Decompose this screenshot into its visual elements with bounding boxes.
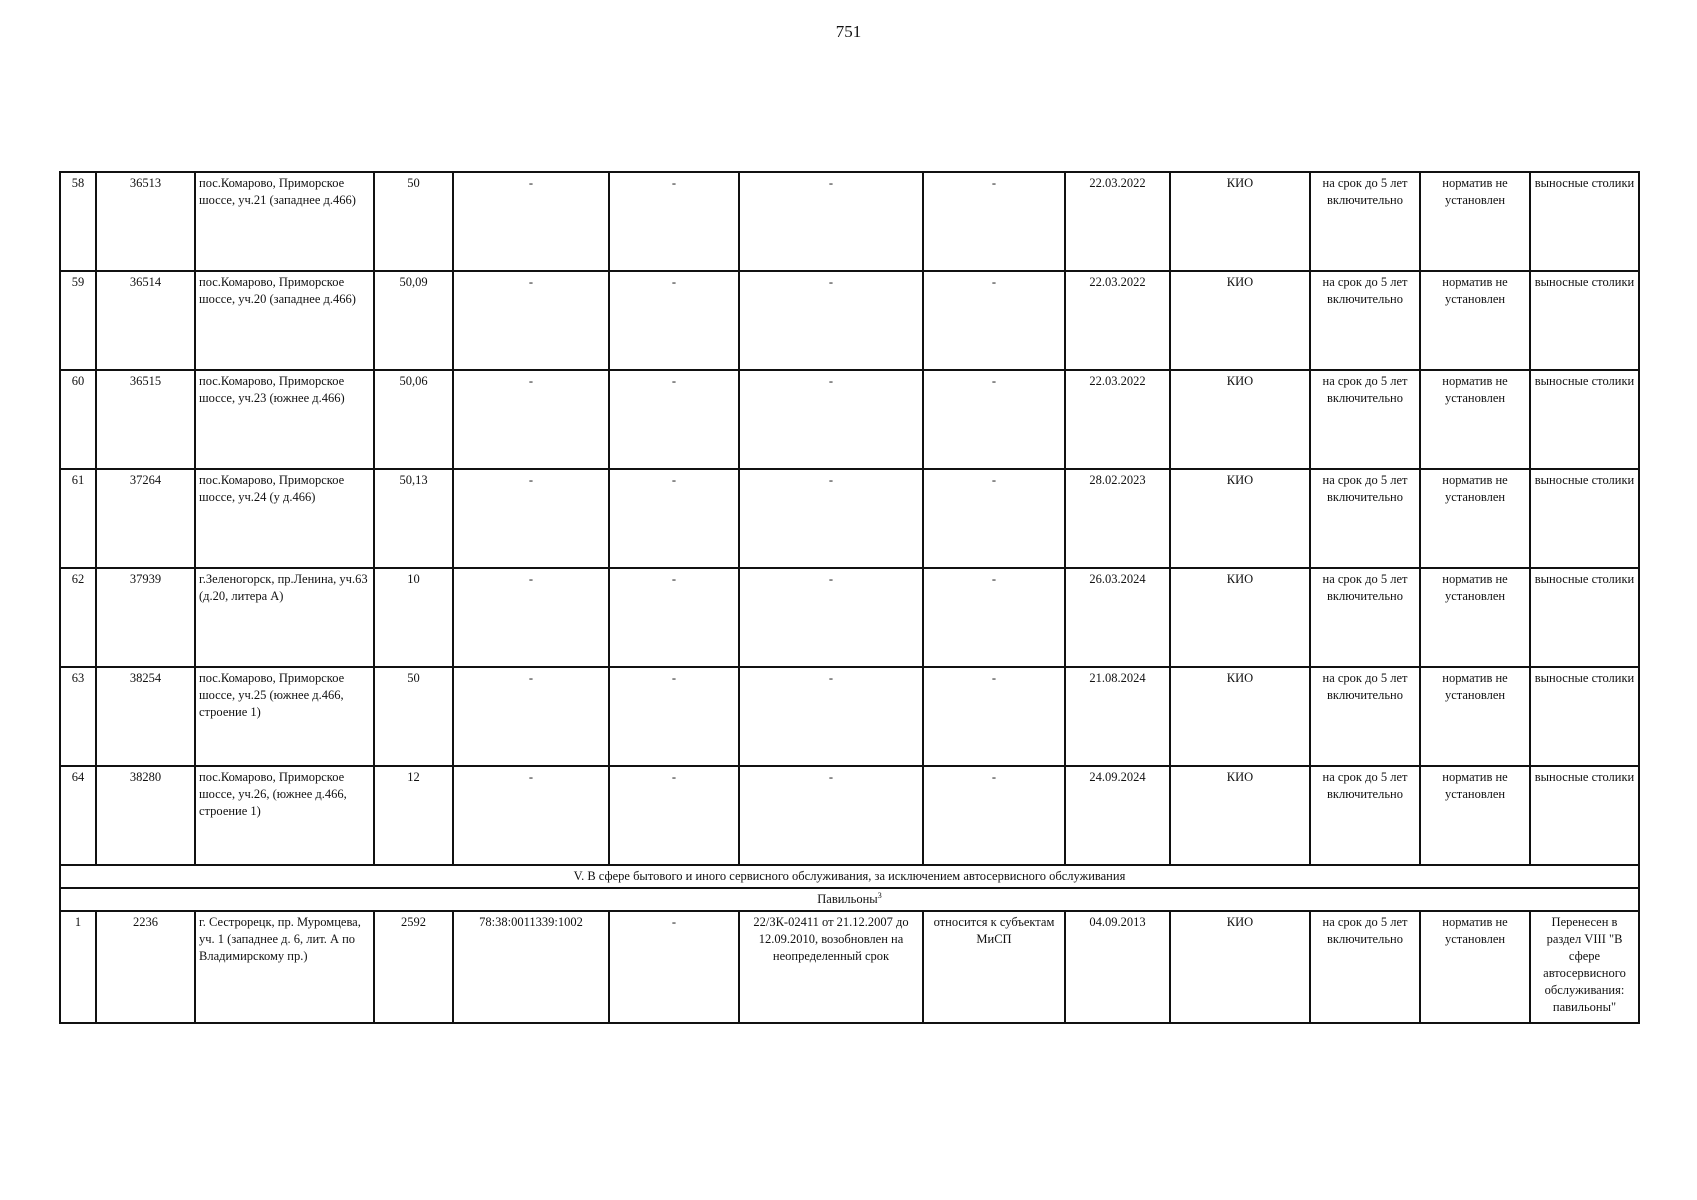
placement-registry-table: [59, 171, 1640, 1024]
table-row: [60, 370, 1639, 469]
cell-date: 24.09.2024: [1065, 766, 1170, 865]
cell-area: 50,06: [374, 370, 453, 469]
table-row: [60, 568, 1639, 667]
cell-term: на срок до 5 лет включительно: [1310, 911, 1420, 1023]
table-row: [60, 766, 1639, 865]
cell-cadastral: -: [453, 766, 609, 865]
cell-number: 61: [60, 469, 96, 568]
cell-status: -: [923, 568, 1065, 667]
cell-contract: -: [739, 667, 923, 766]
cell-status: -: [923, 370, 1065, 469]
cell-type: выносные столики: [1530, 667, 1639, 766]
cell-norm: норматив не установлен: [1420, 271, 1530, 370]
cell-org: КИО: [1170, 568, 1310, 667]
cell-type: выносные столики: [1530, 568, 1639, 667]
cell-id: 37264: [96, 469, 195, 568]
cell-id: 2236: [96, 911, 195, 1023]
cell-term: на срок до 5 лет включительно: [1310, 469, 1420, 568]
cell-contract: -: [739, 271, 923, 370]
cell-norm: норматив не установлен: [1420, 370, 1530, 469]
cell-id: 38254: [96, 667, 195, 766]
cell-date: 22.03.2022: [1065, 271, 1170, 370]
cell-address: г.Зеленогорск, пр.Ленина, уч.63 (д.20, литера А): [195, 568, 374, 667]
cell-term: на срок до 5 лет включительно: [1310, 172, 1420, 271]
cell-address: пос.Комарово, Приморское шоссе, уч.26, (южнее д.466, строение 1): [195, 766, 374, 865]
page-number: 751: [835, 22, 862, 41]
cell-date: 22.03.2022: [1065, 370, 1170, 469]
table-row: [60, 469, 1639, 568]
cell-cadastral: -: [453, 172, 609, 271]
table-row: [60, 172, 1639, 271]
cell-col6: -: [609, 911, 739, 1023]
cell-norm: норматив не установлен: [1420, 568, 1530, 667]
cell-date: 26.03.2024: [1065, 568, 1170, 667]
cell-status: -: [923, 667, 1065, 766]
table-row: [60, 911, 1639, 1023]
cell-term: на срок до 5 лет включительно: [1310, 271, 1420, 370]
cell-type: Перенесен в раздел VIII "В сфере автосервисного обслуживания: павильоны": [1530, 911, 1639, 1023]
cell-status: -: [923, 766, 1065, 865]
cell-address: пос.Комарово, Приморское шоссе, уч.21 (западнее д.466): [195, 172, 374, 271]
cell-type: выносные столики: [1530, 370, 1639, 469]
cell-org: КИО: [1170, 667, 1310, 766]
cell-area: 10: [374, 568, 453, 667]
cell-area: 12: [374, 766, 453, 865]
cell-address: пос.Комарово, Приморское шоссе, уч.23 (южнее д.466): [195, 370, 374, 469]
cell-col6: -: [609, 568, 739, 667]
cell-address: пос.Комарово, Приморское шоссе, уч.24 (у д.466): [195, 469, 374, 568]
cell-id: 36513: [96, 172, 195, 271]
cell-number: 60: [60, 370, 96, 469]
cell-norm: норматив не установлен: [1420, 911, 1530, 1023]
cell-id: 36515: [96, 370, 195, 469]
cell-contract: -: [739, 568, 923, 667]
cell-status: относится к субъектам МиСП: [923, 911, 1065, 1023]
cell-org: КИО: [1170, 172, 1310, 271]
subsection-title: [60, 888, 1639, 911]
cell-status: -: [923, 172, 1065, 271]
cell-id: 37939: [96, 568, 195, 667]
cell-type: выносные столики: [1530, 172, 1639, 271]
cell-number: 1: [60, 911, 96, 1023]
cell-norm: норматив не установлен: [1420, 766, 1530, 865]
cell-org: КИО: [1170, 911, 1310, 1023]
cell-contract: -: [739, 766, 923, 865]
cell-date: 22.03.2022: [1065, 172, 1170, 271]
cell-date: 21.08.2024: [1065, 667, 1170, 766]
cell-area: 50: [374, 172, 453, 271]
cell-norm: норматив не установлен: [1420, 172, 1530, 271]
cell-term: на срок до 5 лет включительно: [1310, 667, 1420, 766]
subsection-label: Павильоны: [817, 892, 878, 906]
cell-contract: 22/ЗК-02411 от 21.12.2007 до 12.09.2010, возобновлен на неопределенный срок: [739, 911, 923, 1023]
cell-number: 58: [60, 172, 96, 271]
section-row: [60, 865, 1639, 888]
cell-address: г. Сестрорецк, пр. Муромцева, уч. 1 (западнее д. 6, лит. А по Владимирскому пр.): [195, 911, 374, 1023]
cell-term: на срок до 5 лет включительно: [1310, 370, 1420, 469]
cell-col6: -: [609, 271, 739, 370]
cell-contract: -: [739, 370, 923, 469]
cell-status: -: [923, 271, 1065, 370]
cell-cadastral: -: [453, 667, 609, 766]
cell-date: 04.09.2013: [1065, 911, 1170, 1023]
cell-number: 62: [60, 568, 96, 667]
cell-col6: -: [609, 766, 739, 865]
cell-area: 50,13: [374, 469, 453, 568]
cell-cadastral: -: [453, 271, 609, 370]
cell-col6: -: [609, 667, 739, 766]
cell-id: 36514: [96, 271, 195, 370]
cell-col6: -: [609, 172, 739, 271]
cell-type: выносные столики: [1530, 469, 1639, 568]
cell-org: КИО: [1170, 766, 1310, 865]
cell-org: КИО: [1170, 271, 1310, 370]
cell-number: 64: [60, 766, 96, 865]
cell-contract: -: [739, 172, 923, 271]
table-row: [60, 271, 1639, 370]
cell-term: на срок до 5 лет включительно: [1310, 766, 1420, 865]
cell-area: 50: [374, 667, 453, 766]
cell-id: 38280: [96, 766, 195, 865]
table-row: [60, 667, 1639, 766]
cell-col6: -: [609, 469, 739, 568]
section-title: V. В сфере бытового и иного сервисного обслуживания, за исключением автосервисного обслуживания: [60, 865, 1639, 888]
cell-contract: -: [739, 469, 923, 568]
cell-status: -: [923, 469, 1065, 568]
cell-org: КИО: [1170, 370, 1310, 469]
cell-area: 2592: [374, 911, 453, 1023]
cell-number: 63: [60, 667, 96, 766]
cell-number: 59: [60, 271, 96, 370]
cell-type: выносные столики: [1530, 271, 1639, 370]
cell-type: выносные столики: [1530, 766, 1639, 865]
cell-cadastral: -: [453, 568, 609, 667]
cell-cadastral: -: [453, 370, 609, 469]
cell-address: пос.Комарово, Приморское шоссе, уч.25 (южнее д.466, строение 1): [195, 667, 374, 766]
cell-date: 28.02.2023: [1065, 469, 1170, 568]
cell-cadastral: -: [453, 469, 609, 568]
cell-term: на срок до 5 лет включительно: [1310, 568, 1420, 667]
cell-norm: норматив не установлен: [1420, 667, 1530, 766]
cell-org: КИО: [1170, 469, 1310, 568]
cell-cadastral: 78:38:0011339:1002: [453, 911, 609, 1023]
cell-area: 50,09: [374, 271, 453, 370]
cell-col6: -: [609, 370, 739, 469]
subsection-row: [60, 888, 1639, 911]
cell-address: пос.Комарово, Приморское шоссе, уч.20 (западнее д.466): [195, 271, 374, 370]
cell-norm: норматив не установлен: [1420, 469, 1530, 568]
subsection-footnote-mark: 3: [877, 890, 882, 900]
